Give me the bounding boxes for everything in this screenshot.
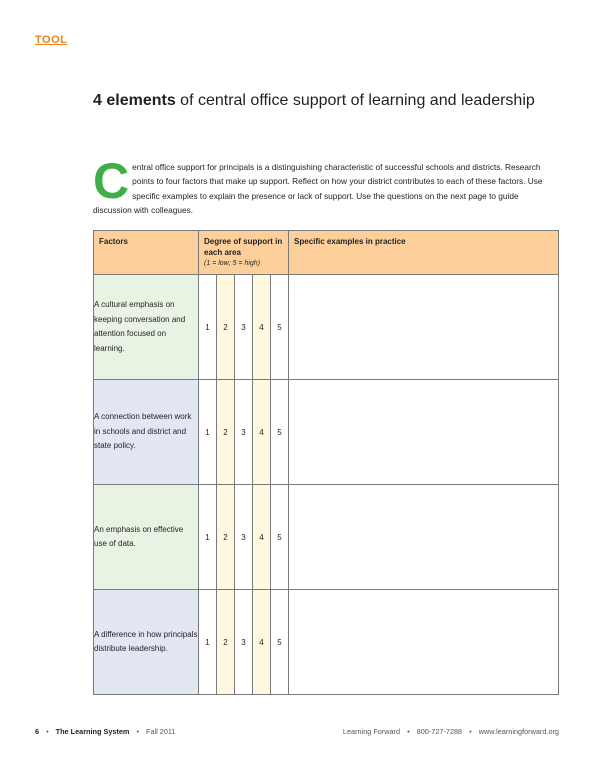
footer-separator: • xyxy=(469,727,472,736)
examples-cell[interactable] xyxy=(289,380,559,485)
footer-separator: • xyxy=(136,727,139,736)
factor-cell: A cultural emphasis on keeping conversation and attention focused on learning. xyxy=(94,275,199,380)
header-degree xyxy=(199,231,289,275)
title-bold: 4 elements xyxy=(93,92,176,109)
rating-3[interactable]: 3 xyxy=(235,485,253,590)
org-name: Learning Forward xyxy=(342,727,401,736)
examples-cell[interactable] xyxy=(289,590,559,695)
intro-text: entral office support for principals is a distinguishing characteristic of successful schools and districts. Research points to four factors that make up support. Reflect on how your district contributes to each of these factors. Use specific examples to explain the presence or lack of support. Use the questions on the next page to guide discussion with colleagues. xyxy=(93,162,543,215)
title-rest: of central office support of learning and leadership xyxy=(175,92,535,109)
rating-1[interactable]: 1 xyxy=(199,485,217,590)
footer-separator: • xyxy=(46,727,49,736)
footer-right xyxy=(343,727,559,736)
rating-5[interactable]: 5 xyxy=(271,590,289,695)
rating-5[interactable]: 5 xyxy=(271,275,289,380)
header-examples: Specific examples in practice xyxy=(289,231,559,275)
factors-table xyxy=(93,230,559,695)
rating-1[interactable]: 1 xyxy=(199,275,217,380)
rating-4[interactable]: 4 xyxy=(253,380,271,485)
header-factors: Factors xyxy=(94,231,199,275)
table-row xyxy=(94,590,559,695)
tool-label: TOOL xyxy=(35,34,68,46)
phone-number: 800-727-7288 xyxy=(416,727,463,736)
examples-cell[interactable] xyxy=(289,275,559,380)
rating-5[interactable]: 5 xyxy=(271,485,289,590)
rating-4[interactable]: 4 xyxy=(253,485,271,590)
intro-paragraph xyxy=(93,153,559,217)
rating-3[interactable]: 3 xyxy=(235,275,253,380)
rating-2[interactable]: 2 xyxy=(217,380,235,485)
table-row xyxy=(94,380,559,485)
issue-date: Fall 2011 xyxy=(146,727,176,736)
rating-1[interactable]: 1 xyxy=(199,380,217,485)
page-footer xyxy=(35,727,559,736)
factor-cell: A difference in how principals distribute leadership. xyxy=(94,590,199,695)
footer-left xyxy=(35,727,175,736)
header-degree-label: Degree of support in each area xyxy=(204,237,283,257)
table-row xyxy=(94,275,559,380)
rating-2[interactable]: 2 xyxy=(217,275,235,380)
website-link[interactable]: www.learningforward.org xyxy=(478,727,559,736)
table-row xyxy=(94,485,559,590)
rating-2[interactable]: 2 xyxy=(217,590,235,695)
factor-cell: An emphasis on effective use of data. xyxy=(94,485,199,590)
page-title xyxy=(93,92,535,110)
table-header-row xyxy=(94,231,559,275)
scale-note: (1 = low; 5 = high) xyxy=(204,260,261,267)
rating-1[interactable]: 1 xyxy=(199,590,217,695)
rating-4[interactable]: 4 xyxy=(253,275,271,380)
footer-separator: • xyxy=(407,727,410,736)
publication-name: The Learning System xyxy=(55,727,130,736)
examples-cell[interactable] xyxy=(289,485,559,590)
rating-4[interactable]: 4 xyxy=(253,590,271,695)
drop-cap: C xyxy=(93,153,130,209)
rating-3[interactable]: 3 xyxy=(235,590,253,695)
rating-3[interactable]: 3 xyxy=(235,380,253,485)
page-number: 6 xyxy=(35,727,40,736)
rating-5[interactable]: 5 xyxy=(271,380,289,485)
rating-2[interactable]: 2 xyxy=(217,485,235,590)
factor-cell: A connection between work in schools and district and state policy. xyxy=(94,380,199,485)
